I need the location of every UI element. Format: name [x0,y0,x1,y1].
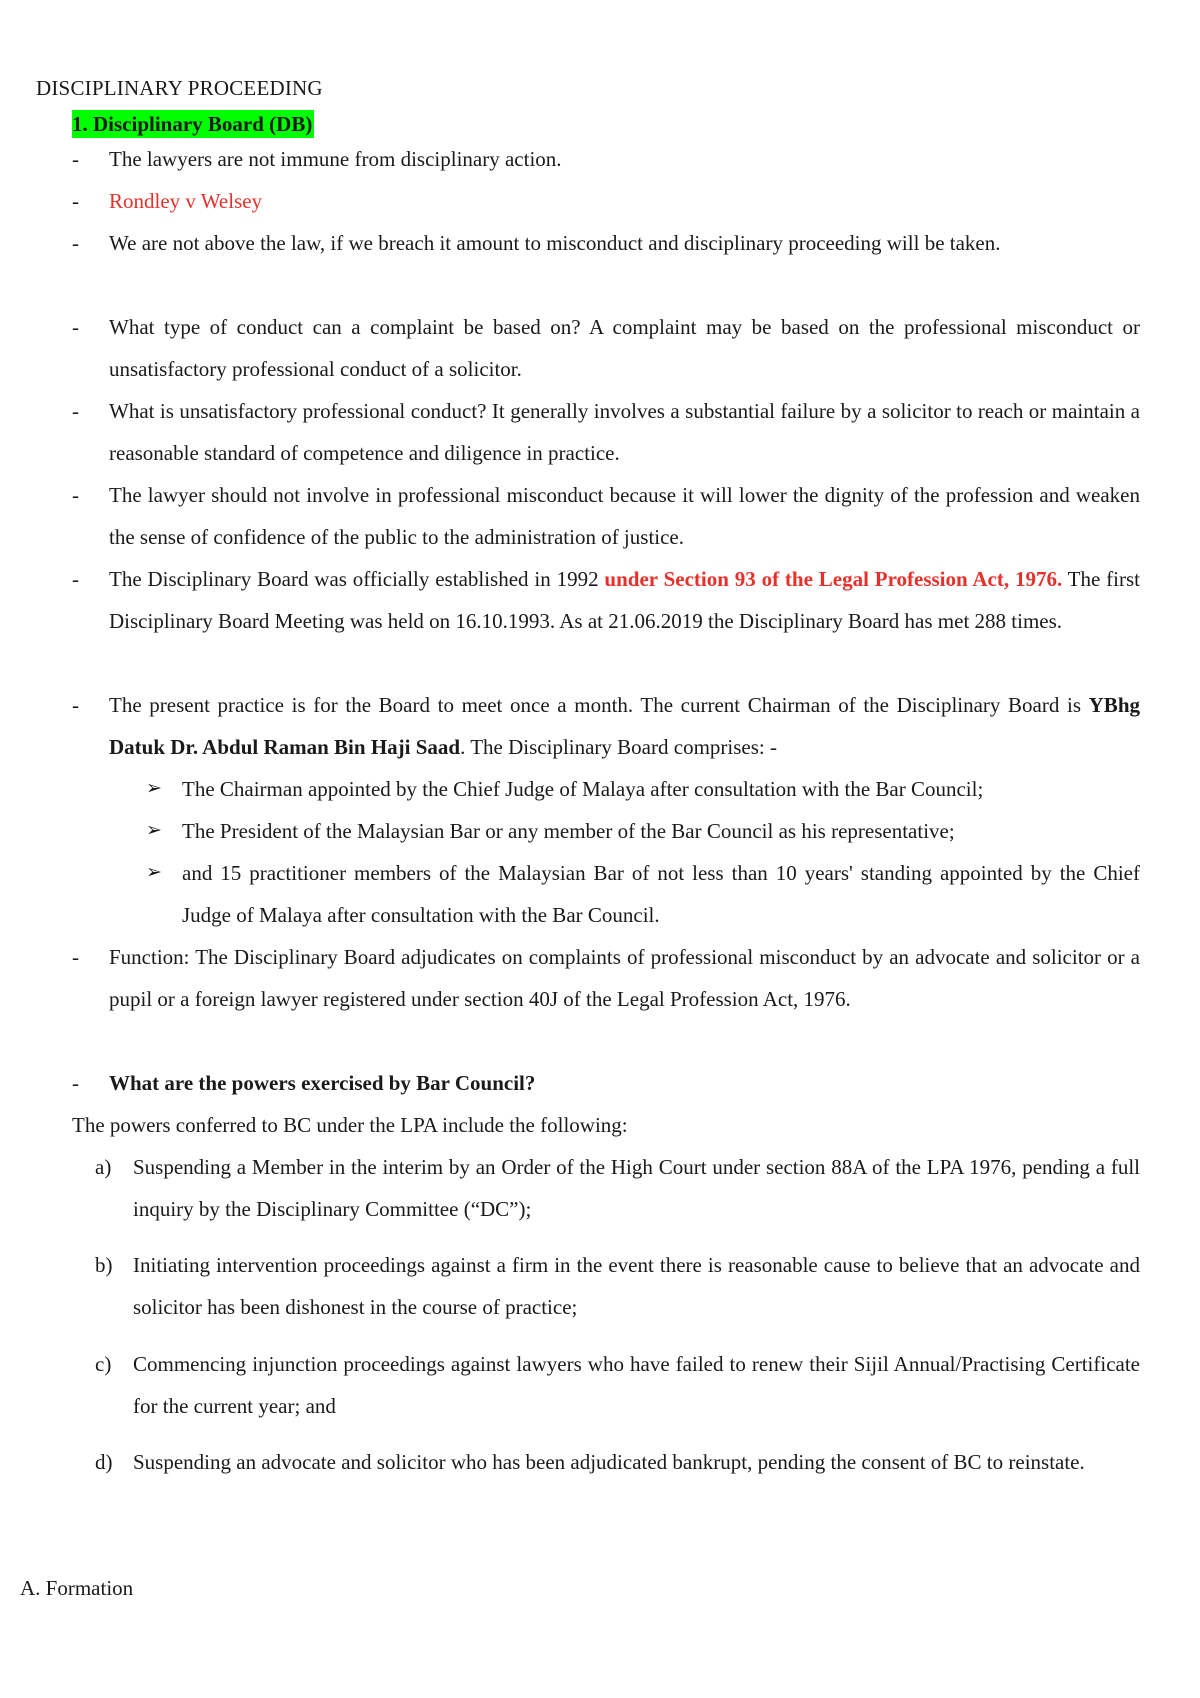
chairman-name: YBhg Datuk Dr. Abdul Raman Bin Haji Saad [109,693,1140,759]
dash-bullet: - [72,693,79,717]
arrow-bullet-icon: ➢ [146,862,162,883]
dash-bullet: - [72,399,79,423]
comprises-text: . The Disciplinary Board comprises: - [460,735,777,759]
bullet-unsatisfactory-conduct: What is unsatisfactory professional conduct? It generally involves a substantial failure by a solicitor to reach or maintain a reasonable standard of competence and diligence in practice. [109,399,1140,465]
powers-intro: The powers conferred to BC under the LPA include the following: [72,1113,628,1137]
dash-bullet: - [72,1071,79,1095]
composition-item: and 15 practitioner members of the Malaysian Bar of not less than 10 years' standing appointed by the Chief Judge of Malaya after consultation with the Bar Council. [182,861,1140,927]
bullet-above-law: We are not above the law, if we breach it amount to misconduct and disciplinary proceeding will be taken. [109,231,1001,255]
list-marker: d) [95,1450,113,1474]
case-citation: Rondley v Welsey [109,189,263,213]
statute-reference: under Section 93 of the Legal Profession Act, 1976. [604,567,1063,591]
meeting-history: The first Disciplinary Board Meeting was held on 16.10.1993. As at 21.06.2019 the Disciplinary Board has met 288 times. [109,567,1140,633]
bullet-chairman [109,684,1140,768]
power-item: Suspending an advocate and solicitor who has been adjudicated bankrupt, pending the consent of BC to reinstate. [133,1450,1085,1474]
dash-bullet: - [72,945,79,969]
subsection-heading: A. Formation [20,1576,134,1600]
bullet-immune: The lawyers are not immune from disciplinary action. [109,147,562,171]
dash-bullet: - [72,189,79,213]
composition-item: The Chairman appointed by the Chief Judge of Malaya after consultation with the Bar Council; [182,777,984,801]
arrow-bullet-icon: ➢ [146,820,162,841]
list-marker: c) [95,1352,112,1376]
dash-bullet: - [72,567,79,591]
dash-bullet: - [72,483,79,507]
bullet-complaint-basis: What type of conduct can a complaint be based on? A complaint may be based on the professional misconduct or unsatisfactory professional conduct of a solicitor. [109,315,1140,381]
bullet-establishment [109,558,1140,642]
powers-question: What are the powers exercised by Bar Council? [109,1071,536,1095]
dash-bullet: - [72,315,79,339]
arrow-bullet-icon: ➢ [146,778,162,799]
bullet-dignity: The lawyer should not involve in professional misconduct because it will lower the dignity of the profession and weaken the sense of confidence of the public to the administration of justice. [109,483,1140,549]
document-title: DISCIPLINARY PROCEEDING [36,76,323,100]
power-item: Suspending a Member in the interim by an Order of the High Court under section 88A of the LPA 1976, pending a full inquiry by the Disciplinary Committee (“DC”); [133,1155,1140,1221]
practice-text: The present practice is for the Board to meet once a month. The current Chairman of the Disciplinary Board is [109,693,1089,717]
establishment-text: The Disciplinary Board was officially established in 1992 [109,567,605,591]
dash-bullet: - [72,231,79,255]
power-item: Initiating intervention proceedings against a firm in the event there is reasonable cause to believe that an advocate and solicitor has been dishonest in the course of practice; [133,1253,1140,1319]
list-marker: a) [95,1155,112,1179]
dash-bullet: - [72,147,79,171]
bullet-function: Function: The Disciplinary Board adjudicates on complaints of professional misconduct by an advocate and solicitor or a pupil or a foreign lawyer registered under section 40J of the Legal Profession Act, 1976. [109,945,1140,1011]
composition-item: The President of the Malaysian Bar or any member of the Bar Council as his representative; [182,819,955,843]
section-heading: 1. Disciplinary Board (DB) [72,112,313,136]
list-marker: b) [95,1253,113,1277]
power-item: Commencing injunction proceedings against lawyers who have failed to renew their Sijil Annual/Practising Certificate for the current year; and [133,1352,1140,1418]
